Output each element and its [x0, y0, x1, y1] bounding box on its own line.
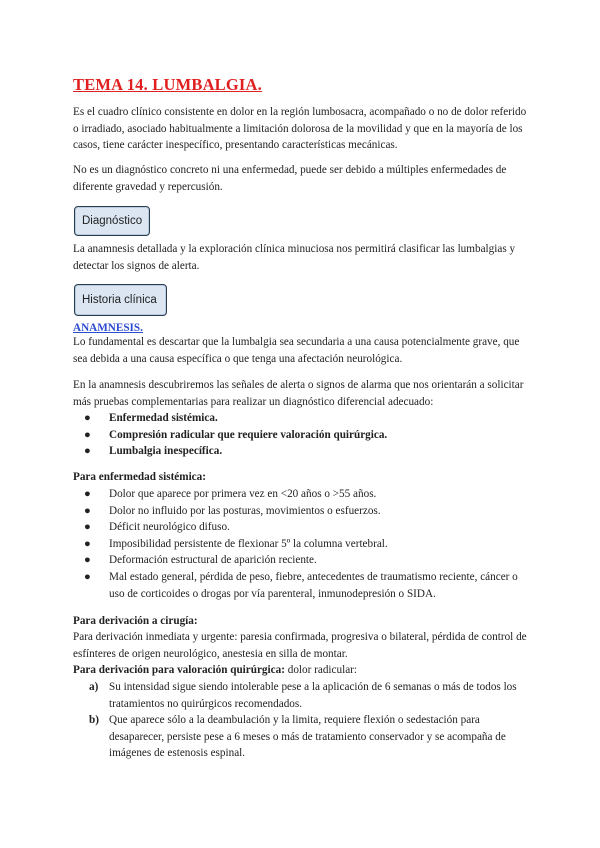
quirurgica-line [73, 662, 528, 679]
bullet-icon: ● [84, 504, 91, 517]
sistemica-heading: Para enfermedad sistémica: [73, 471, 206, 483]
list-item: ● Enfermedad sistémica. [73, 410, 533, 427]
quirurgica-list [73, 679, 533, 762]
historia-clinica-box: Historia clínica [74, 284, 167, 316]
page-title: TEMA 14. LUMBALGIA. [73, 75, 262, 94]
bullet-icon: ● [84, 554, 91, 567]
list-marker: b) [89, 714, 99, 727]
alert-list [73, 410, 533, 460]
diagnostico-box: Diagnóstico [74, 206, 150, 236]
intro-paragraph-2: No es un diagnóstico concreto ni una enfermedad, puede ser debido a múltiples enfermedades de diferente gravedad y repercusión. [73, 164, 507, 193]
list-item: a) Su intensidad sigue siendo intolerable pese a la aplicación de 6 semanas o más de todos los tratamientos no quirúrgicos recomendados. [89, 681, 517, 710]
list-item: ● Imposibilidad persistente de flexionar 5º la columna vertebral. [73, 536, 533, 553]
bullet-icon: ● [84, 537, 91, 550]
list-item: ● Compresión radicular que requiere valoración quirúrgica. [73, 427, 533, 444]
bullet-icon: ● [84, 445, 91, 458]
anamnesis-paragraph-2: En la anamnesis descubriremos las señales de alerta o signos de alarma que nos orientarán a solicitar más pruebas complementarias para realizar un diagnóstico diferencial adecuado: [73, 379, 524, 408]
list-item: ● Deformación estructural de aparición reciente. [73, 552, 533, 569]
intro-paragraph: Es el cuadro clínico consistente en dolor en la región lumbosacra, acompañado o no de dolor referido o irradiado, asociado habitualmente a limitación dolorosa de la movilidad y que en la mayoría de los casos, tiene carácter inespecífico, presentando características mecánicas. [73, 106, 527, 152]
cirugia-paragraph: Para derivación inmediata y urgente: paresia confirmada, progresiva o bilateral, pérdida de control de esfínteres de origen neurológico, anestesia en silla de montar. [73, 631, 527, 660]
list-item: b) Que aparece sólo a la deambulación y la limita, requiere flexión o sedestación para desaparecer, persiste pese a 6 meses o más de tratamiento conservador y se acompaña de imágenes de estenosis espinal. [89, 714, 506, 760]
bullet-icon: ● [84, 428, 91, 441]
list-marker: a) [89, 681, 99, 693]
bullet-icon: ● [84, 570, 91, 583]
list-item: ● Dolor que aparece por primera vez en <20 años o >55 años. [73, 486, 533, 503]
anamnesis-paragraph-1: Lo fundamental es descartar que la lumbalgia sea secundaria a una causa potencialmente grave, que sea debida a una causa específica o que tenga una afectación neurológica. [73, 336, 520, 365]
list-item: ● Mal estado general, pérdida de peso, fiebre, antecedentes de traumatismo reciente, cáncer o uso de corticoides o drogas por vía parenteral, inmunodepresión o SIDA. [84, 570, 518, 600]
list-item: ● Déficit neurológico difuso. [73, 519, 533, 536]
quirurgica-heading: Para derivación para valoración quirúrgica: [73, 664, 285, 676]
anamnesis-heading: ANAMNESIS. [73, 322, 143, 334]
cirugia-heading: Para derivación a cirugía: [73, 615, 198, 627]
bullet-icon: ● [84, 412, 91, 424]
bullet-icon: ● [84, 521, 91, 534]
list-item: ● Lumbalgia inespecífica. [73, 443, 533, 460]
sistemica-list [73, 486, 533, 602]
bullet-icon: ● [84, 488, 91, 500]
list-item: ● Dolor no influido por las posturas, movimientos o esfuerzos. [73, 503, 533, 520]
diagnostico-paragraph: La anamnesis detallada y la exploración clínica minuciosa nos permitirá clasificar las lumbalgias y detectar los signos de alerta. [73, 243, 516, 272]
quirurgica-tail: dolor radicular: [284, 664, 357, 676]
